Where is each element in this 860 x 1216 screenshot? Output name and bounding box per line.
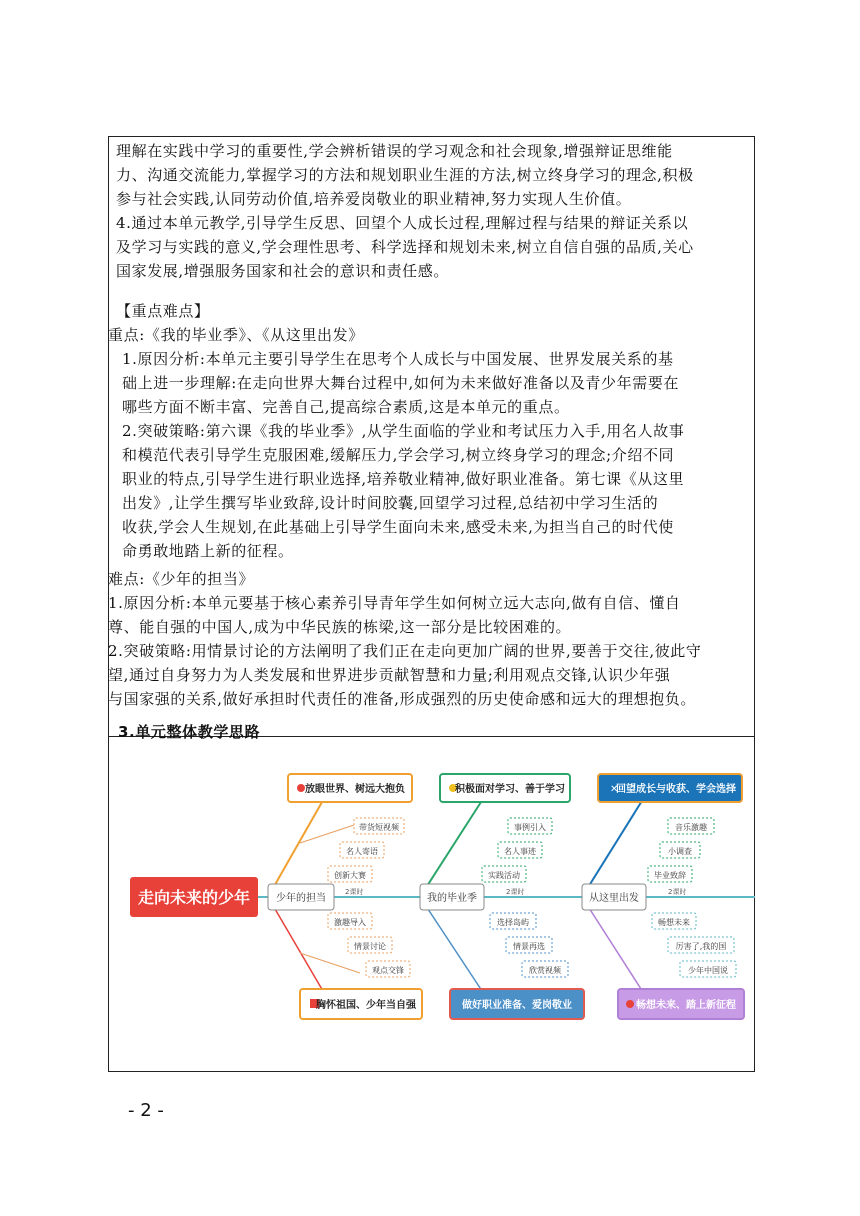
spine-node-label: 少年的担当 xyxy=(276,893,326,904)
page-number: - 2 - xyxy=(128,1100,164,1121)
leaf-label: 选择岛屿 xyxy=(497,918,529,927)
bottom-box-label: 做好职业准备、爱岗敬业 xyxy=(462,1000,572,1011)
text-line: 1.原因分析:本单元要基于核心素养引导青年学生如何树立远大志向,做有自信、懂自 xyxy=(108,594,681,612)
text-line: 重点:《我的毕业季》、《从这里出发》 xyxy=(108,326,364,344)
text-line: 职业的特点,引导学生进行职业选择,培养敬业精神,做好职业准备。第七课《从这里 xyxy=(122,470,685,488)
top-box-label: 积极面对学习、善于学习 xyxy=(455,784,565,795)
text-line: 尊、能自强的中国人,成为中华民族的栋梁,这一部分是比较困难的。 xyxy=(108,618,572,636)
branch-line xyxy=(582,897,650,1003)
text-line: 出发》,让学生撰写毕业致辞,设计时间胶囊,回望学习过程,总结初中学习生活的 xyxy=(122,494,659,512)
top-box-label: 放眼世界、树远大抱负 xyxy=(305,784,405,795)
branch-line xyxy=(268,788,330,897)
leaf-label: 带货短视频 xyxy=(359,823,399,832)
leaf-label: 情景讨论 xyxy=(354,942,386,951)
text-line: 哪些方面不断丰富、完善自己,提高综合素质,这是本单元的重点。 xyxy=(122,398,570,416)
text-line: 1.原因分析:本单元主要引导学生在思考个人成长与中国发展、世界发展关系的基 xyxy=(122,350,674,368)
text-line: 参与社会实践,认同劳动价值,培养爱岗敬业的职业精神,努力实现人生价值。 xyxy=(116,190,632,208)
leaf-label: 实践活动 xyxy=(488,871,520,880)
arrows-icon: ✕ xyxy=(610,784,619,795)
section-title: 3.单元整体教学思路 xyxy=(118,723,261,741)
text-line: 命勇敢地踏上新的征程。 xyxy=(122,542,294,560)
leaf-label: 小调查 xyxy=(668,847,692,856)
text-line: 4.通过本单元教学,引导学生反思、回望个人成长过程,理解过程与结果的辩证关系以 xyxy=(116,214,689,232)
text-line: 望,通过自身努力为人类发展和世界进步贡献智慧和力量;利用观点交锋,认识少年强 xyxy=(108,666,671,684)
leaf-label: 厉害了,我的国 xyxy=(675,942,727,951)
leaf-label: 情景再选 xyxy=(513,942,545,951)
leaf-label: 音乐激趣 xyxy=(675,823,707,832)
text-line: 国家发展,增强服务国家和社会的意识和责任感。 xyxy=(116,262,449,280)
leaf-label: 欣赏视频 xyxy=(529,966,561,975)
leaf-label: 毕业致辞 xyxy=(654,871,686,880)
text-line: 和模范代表引导学生克服困难,缓解压力,学会学习,树立终身学习的理念;介绍不同 xyxy=(122,446,675,464)
bottom-box-label: 畅想未来、踏上新征程 xyxy=(636,1000,736,1011)
text-line: 难点:《少年的担当》 xyxy=(108,570,255,588)
leaf-label: 事例引入 xyxy=(514,823,546,832)
branch-line xyxy=(420,897,490,1003)
mindmap-root-label: 走向未来的少年 xyxy=(137,888,251,907)
leaf-label: 名人寄语 xyxy=(346,847,378,856)
section-heading: 【重点难点】 xyxy=(116,302,210,320)
top-box-label: 回望成长与收获、学会选择 xyxy=(616,784,736,795)
leaf-label: 少年中国说 xyxy=(688,966,728,975)
branch-line xyxy=(300,953,360,973)
leaf-label: 激趣导入 xyxy=(334,918,366,927)
bottom-box-label: 胸怀祖国、少年当自强 xyxy=(316,1000,416,1011)
text-line: 2.突破策略:第六课《我的毕业季》,从学生面临的学业和考试压力入手,用名人故事 xyxy=(122,422,685,440)
text-line: 理解在实践中学习的重要性,学会辨析错误的学习观念和社会现象,增强辩证思维能 xyxy=(116,142,673,160)
leaf-label: 创新大赛 xyxy=(334,871,366,880)
hours-label: 2课时 xyxy=(345,888,364,896)
leaf-label: 畅想未来 xyxy=(658,918,690,927)
leaf-label: 名人事迹 xyxy=(504,847,536,856)
branch-line xyxy=(268,897,330,1003)
leaf-label: 观点交锋 xyxy=(372,966,404,975)
text-line: 收获,学会人生规划,在此基础上引导学生面向未来,感受未来,为担当自己的时代使 xyxy=(122,518,674,536)
mindmap-diagram xyxy=(120,758,755,1028)
text-line: 2.突破策略:用情景讨论的方法阐明了我们正在走向更加广阔的世界,要善于交往,彼此守 xyxy=(108,642,702,660)
text-line: 与国家强的关系,做好承担时代责任的准备,形成强烈的历史使命感和远大的理想抱负。 xyxy=(108,690,696,708)
text-line: 及学习与实践的意义,学会理性思考、科学选择和规划未来,树立自信自强的品质,关心 xyxy=(116,238,694,256)
branch-line xyxy=(420,788,490,897)
hours-label: 2课时 xyxy=(668,888,687,896)
branch-line xyxy=(582,788,650,897)
text-line: 力、沟通交流能力,掌握学习的方法和规划职业生涯的方法,树立终身学习的理念,积极 xyxy=(116,166,694,184)
spine-node-label: 从这里出发 xyxy=(589,893,639,904)
spine-node-label: 我的毕业季 xyxy=(427,893,477,904)
text-line: 础上进一步理解:在走向世界大舞台过程中,如何为未来做好准备以及青少年需要在 xyxy=(122,374,680,392)
bullet-icon xyxy=(297,784,305,792)
bullet-icon xyxy=(626,1000,634,1008)
hours-label: 2课时 xyxy=(506,888,525,896)
